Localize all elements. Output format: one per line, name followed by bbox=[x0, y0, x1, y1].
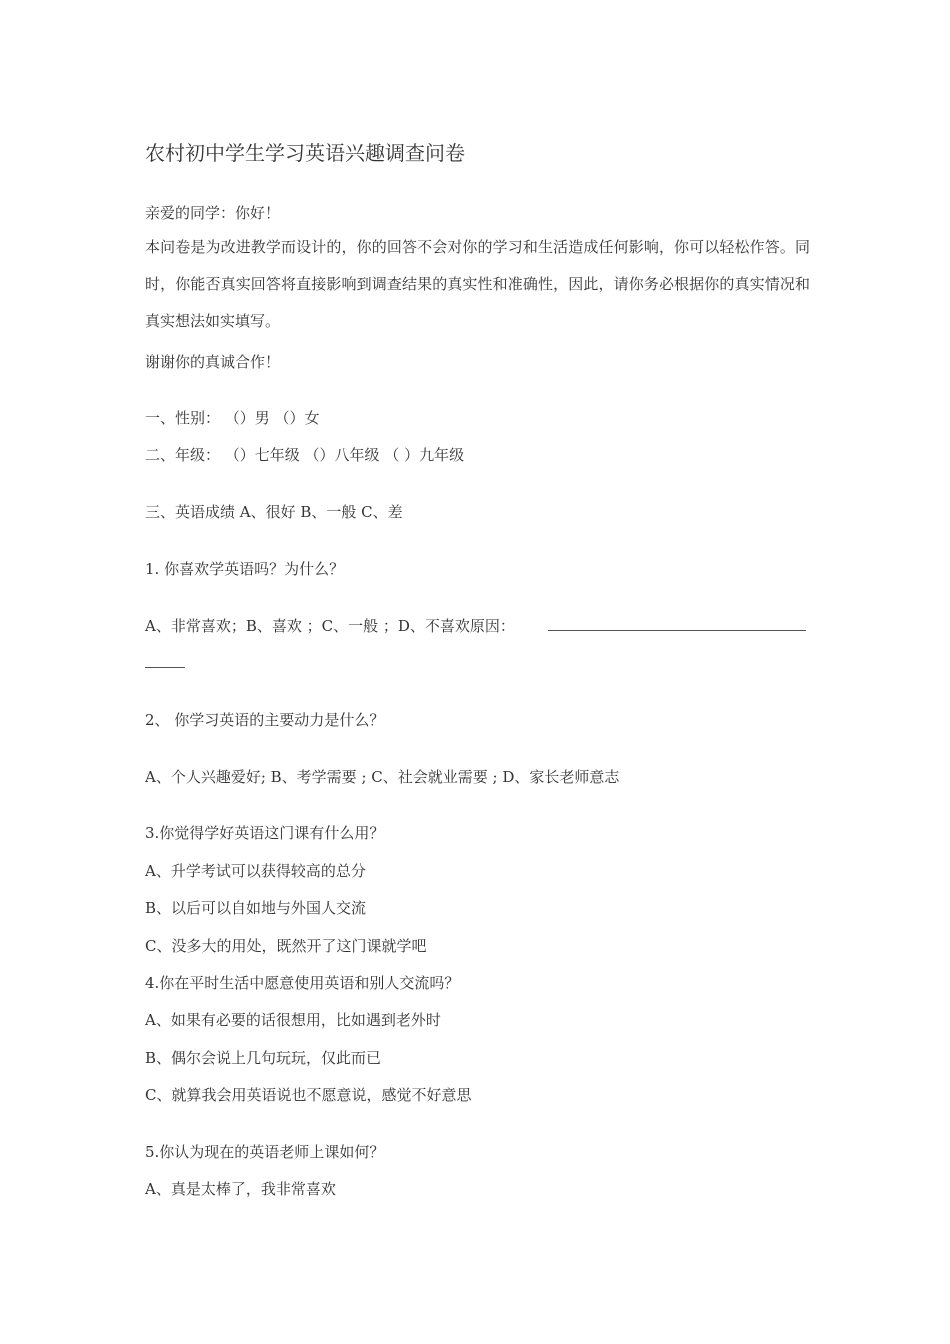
thanks-line: 谢谢你的真诚合作！ bbox=[145, 353, 281, 371]
page-title: 农村初中学生学习英语兴趣调查问卷 bbox=[145, 141, 465, 165]
question-1: 1. 你喜欢学英语吗？为什么？ bbox=[145, 560, 345, 578]
grade-question: 二、年级： （）七年级 （）八年级 （ ）九年级 bbox=[145, 446, 465, 464]
question-4-option-c: C、就算我会用英语说也不愿意说，感觉不好意思 bbox=[145, 1086, 472, 1104]
intro-paragraph: 本问卷是为改进教学而设计的，你的回答不会对你的学习和生活造成任何影响，你可以轻松作答。同时，你能否真实回答将直接影响到调查结果的真实性和准确性，因此，请你务必根据你的真实情况和真实想法如实填写。 bbox=[145, 238, 810, 330]
question-3-option-c: C、没多大的用处，既然开了这门课就学吧 bbox=[145, 937, 427, 955]
gender-question: 一、性别： （）男 （）女 bbox=[145, 409, 320, 427]
question-3: 3.你觉得学好英语这门课有什么用？ bbox=[145, 824, 385, 842]
question-3-option-b: B、以后可以自如地与外国人交流 bbox=[145, 899, 367, 917]
question-5: 5.你认为现在的英语老师上课如何？ bbox=[145, 1143, 385, 1161]
question-2-options: A、个人兴趣爱好; B、考学需要 ; C、社会就业需要 ; D、家长老师意志 bbox=[145, 768, 620, 786]
greeting: 亲爱的同学：你好！ bbox=[145, 204, 281, 222]
question-2: 2、 你学习英语的主要动力是什么？ bbox=[145, 711, 385, 729]
question-3-option-a: A、升学考试可以获得较高的总分 bbox=[145, 862, 366, 880]
score-question: 三、英语成绩 A、很好 B、一般 C、差 bbox=[145, 503, 403, 521]
question-5-option-a: A、真是太棒了，我非常喜欢 bbox=[145, 1180, 336, 1198]
question-1-options: A、非常喜欢；B、喜欢 ；C、一般 ；D、不喜欢原因： bbox=[145, 617, 515, 635]
reason-blank-line[interactable] bbox=[548, 630, 806, 631]
question-4-option-b: B、偶尔会说上几句玩玩，仅此而已 bbox=[145, 1049, 382, 1067]
question-4: 4.你在平时生活中愿意使用英语和别人交流吗？ bbox=[145, 974, 460, 992]
reason-blank-continuation[interactable] bbox=[145, 667, 185, 668]
question-4-option-a: A、如果有必要的话很想用，比如遇到老外时 bbox=[145, 1011, 441, 1029]
